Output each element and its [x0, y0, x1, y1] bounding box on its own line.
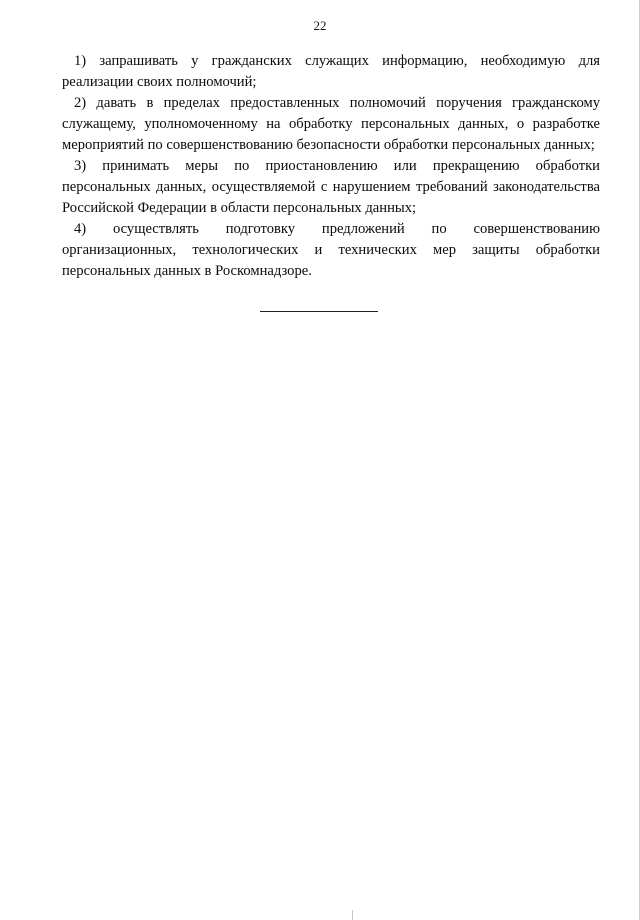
end-divider: [260, 311, 378, 312]
list-item-2: 2) давать в пределах предоставленных полномочий поручения гражданскому служащему, уполномоченному на обработку персональных данных, о разработке мероприятий по совершенствованию безопасности обработки персональных данных;: [62, 95, 600, 153]
list-item-1: 1) запрашивать у гражданских служащих информацию, необходимую для реализации своих полномочий;: [62, 53, 600, 90]
document-body: [62, 51, 600, 282]
list-item-4: 4) осуществлять подготовку предложений по совершенствованию организационных, технологических и технических мер защиты обработки персональных данных в Роскомнадзоре.: [62, 221, 600, 279]
page-number: 22: [313, 18, 327, 33]
scan-edge-mark: [352, 910, 353, 920]
list-item-3: 3) принимать меры по приостановлению или прекращению обработки персональных данных, осуществляемой с нарушением требований законодательства Российской Федерации в области персональных данных;: [62, 158, 600, 216]
